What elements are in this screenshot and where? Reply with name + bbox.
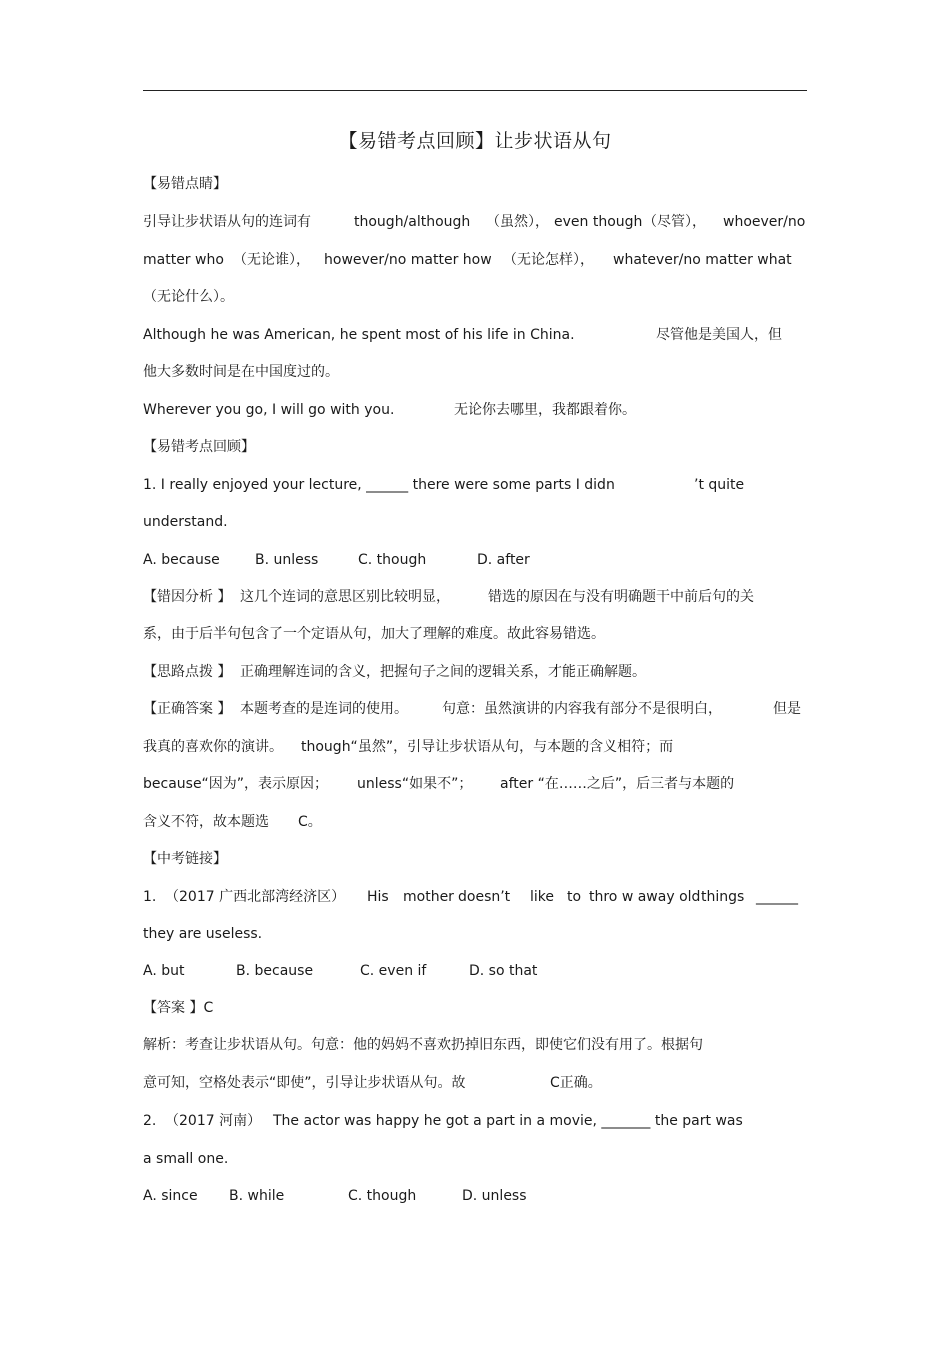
correct-answer-line-2: 我真的喜欢你的演讲。 though“虽然”，引导让步状语从句，与本题的含义相符；而 — [143, 739, 674, 755]
correct-answer-line-4: 含义不符，故本题选 C。 — [143, 814, 322, 830]
option-c: C. though — [348, 1188, 417, 1204]
exam-question-2-cont: a small one. — [143, 1151, 229, 1167]
option-c: C. though — [358, 552, 427, 568]
exam-answer: 【答案 】C — [143, 1000, 214, 1016]
option-d: D. unless — [462, 1188, 527, 1204]
option-d: D. after — [477, 552, 530, 568]
option-b: B. because — [236, 963, 314, 979]
review-question-1: 1. I really enjoyed your lecture, ______ there were some parts I didn ’t quite — [143, 477, 745, 493]
header-rule — [143, 90, 807, 91]
review-question-1-cont: understand. — [143, 514, 228, 530]
page-title: 【易错考点回顾】让步状语从句 — [338, 130, 612, 152]
intro-line-2: matter who （无论谁）， however/no matter how （无论怎样）， whatever/no matter what — [143, 252, 792, 268]
exam-options-2 — [143, 1186, 807, 1206]
option-b: B. unless — [255, 552, 319, 568]
exam-options-1 — [143, 961, 807, 981]
exam-analysis-cont: 意可知，空格处表示“即使”，引导让步状语从句。故 C正确。 — [143, 1075, 602, 1091]
error-analysis-cont: 系，由于后半句包含了一个定语从句，加大了理解的难度。故此容易错选。 — [143, 626, 605, 642]
error-analysis: 【错因分析 】 这几个连词的意思区别比较明显， 错选的原因在与没有明确题干中前后句的关 — [143, 589, 754, 605]
example-1-cont: 他大多数时间是在中国度过的。 — [143, 364, 339, 380]
exam-question-1: 1. （2017 广西北部湾经济区） His mother doesn’t like to thro w away old things ______ — [143, 889, 798, 905]
intro-line-1: 引导让步状语从句的连词有 though/although （虽然）， even though （尽管）， whoever/no — [143, 214, 806, 230]
intro-line-3: （无论什么）。 — [143, 289, 234, 305]
option-a: A. since — [143, 1188, 198, 1204]
thinking-tip: 【思路点拨 】 正确理解连词的含义，把握句子之间的逻辑关系，才能正确解题。 — [143, 664, 646, 680]
section-header-intro: 【易错点睛】 — [143, 176, 227, 192]
option-a: A. because — [143, 552, 220, 568]
exam-analysis: 解析：考查让步状语从句。句意：他的妈妈不喜欢扔掉旧东西，即使它们没有用了。根据句 — [143, 1037, 703, 1053]
correct-answer-line-3: because“因为”，表示原因； unless“如果不”； after “在……之后”，后三者与本题的 — [143, 776, 735, 792]
option-c: C. even if — [360, 963, 427, 979]
example-2: Wherever you go, I will go with you. 无论你去哪里，我都跟着你。 — [143, 402, 636, 418]
option-d: D. so that — [469, 963, 538, 979]
correct-answer: 【正确答案 】 本题考查的是连词的使用。 句意：虽然演讲的内容我有部分不是很明白， 但是 — [143, 701, 801, 717]
example-1: Although he was American, he spent most of his life in China. 尽管他是美国人，但 — [143, 327, 782, 343]
section-header-exam: 【中考链接】 — [143, 851, 227, 867]
option-a: A. but — [143, 963, 185, 979]
exam-question-2: 2. （2017 河南） The actor was happy he got a part in a movie, _______ the part was — [143, 1113, 743, 1129]
section-header-review: 【易错考点回顾】 — [143, 439, 255, 455]
review-options — [143, 550, 807, 570]
option-b: B. while — [229, 1188, 285, 1204]
exam-question-1-cont: they are useless. — [143, 926, 263, 942]
